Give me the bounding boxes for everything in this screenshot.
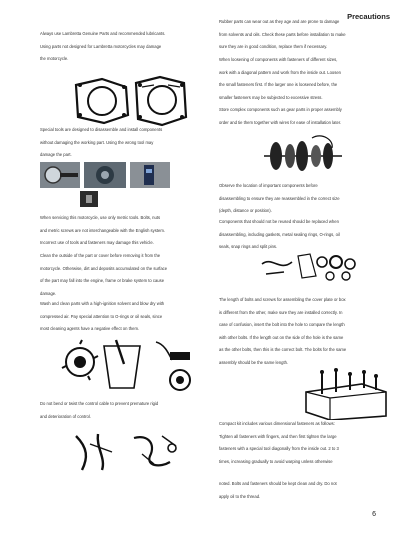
- text-line: from solvents and oils. Check these parts before installation to make: [219, 31, 346, 37]
- text-line: times, increasing gradually to avoid warping unless otherwise: [219, 458, 333, 464]
- paragraph-control-cable: [40, 398, 210, 423]
- text-line: Rubber parts can wear out as they age and are prone to damage: [219, 19, 340, 24]
- text-line: the motorcycle.: [40, 56, 69, 62]
- text-line: and metric screws are not interchangeable with the English system.: [40, 227, 165, 233]
- text-line: smaller fasteners may be subjected to excessive stress.: [219, 94, 323, 100]
- paragraph-bolt-length: [219, 294, 379, 370]
- paragraph-wash-parts: [40, 298, 210, 336]
- text-line: without damaging the working part. Using the wrong tool may: [40, 139, 154, 145]
- text-line: most cleaning agents have a negative effect on them.: [40, 326, 140, 332]
- text-line: with other bolts. If the length out on the side of the hole is the same: [219, 334, 344, 340]
- text-line: assembly should be the same length.: [219, 359, 289, 365]
- seals-rings-illustration: [258, 252, 358, 282]
- text-line: Special tools are designed to disassemble and install components: [40, 127, 163, 132]
- text-line: disassembling, including gaskets, metal sealing rings, O-rings, oil: [219, 231, 340, 237]
- text-line: The length of bolts and screws for assembling the cover plate or box: [219, 297, 346, 302]
- text-line: damage.: [40, 290, 57, 296]
- text-line: Using parts not designed for Lambretta motorcycles may damage: [40, 43, 162, 49]
- paragraph-rubber-parts: [219, 16, 379, 54]
- text-line: damage the part.: [40, 152, 72, 158]
- paragraph-special-tools: [40, 124, 210, 162]
- paragraph-loosening: [219, 54, 379, 104]
- paragraph-genuine-parts: [40, 28, 210, 66]
- text-line: noted. Bolts and fasteners should be kept clean and dry. Do not: [219, 481, 337, 486]
- text-line: Store complex components such as gear parts in proper assembly: [219, 107, 342, 112]
- text-line: compressed air. Pay special attention to O-rings or oil seals, since: [40, 313, 163, 319]
- text-line: Do not bend or twist the control cable to prevent premature rigid: [40, 401, 159, 406]
- text-line: Compact kit includes various dimensional fasteners as follows:: [219, 421, 335, 426]
- paragraph-metric-tools: [40, 212, 210, 250]
- text-line: apply oil to the thread.: [219, 493, 261, 499]
- text-line: seals, snap rings and split pins.: [219, 244, 278, 250]
- text-line: Tighten all fasteners with fingers, and then first tighten the large: [219, 433, 337, 439]
- text-line: (depth, distance or position).: [219, 208, 272, 214]
- text-line: order and tie them together with wires for ease of installation later.: [219, 119, 342, 125]
- text-line: the small fasteners first. If the larger one is loosened before, the: [219, 82, 338, 88]
- text-line: Observe the location of important components before: [219, 183, 318, 188]
- text-line: fasteners with a special tool diagonally from the inside out. 2 to 3: [219, 446, 339, 452]
- control-cable-illustration: [72, 428, 188, 472]
- text-line: Wash and clean parts with a high-ignition solvent and blow dry with: [40, 301, 165, 306]
- text-line: is different from the other, make sure they are installed correctly. In: [219, 309, 343, 315]
- text-line: and deterioration of control.: [40, 413, 91, 419]
- text-line: Always use Lambretta Genuine Parts and recommended lubricants.: [40, 31, 166, 36]
- text-line: case of confusion, insert the bolt into the hole to compare the length: [219, 322, 345, 328]
- gasket-illustration: [72, 75, 192, 127]
- bolt-box-illustration: [302, 368, 390, 420]
- paragraph-keep-clean: [219, 478, 379, 503]
- text-line: work with a diagonal pattern and work from the inside out. Loosen: [219, 69, 341, 75]
- text-line: disassembling to ensure they are reassembled in the correct size: [219, 195, 340, 201]
- paragraph-replace-components: [219, 216, 379, 254]
- text-line: sure they are in good condition, replace them if necessary.: [219, 44, 328, 50]
- text-line: When loosening of components with fasteners of different sizes,: [219, 57, 338, 62]
- text-line: motorcycle. Otherwise, dirt and deposits accumulated on the surface: [40, 265, 168, 271]
- paragraph-store-components: [219, 104, 379, 129]
- text-line: as the other bolts, then this is the correct bolt. The bolts for the same: [219, 347, 347, 353]
- paragraph-observe-location: [219, 180, 379, 218]
- text-line: When servicing this motorcycle, use only metric tools. Bolts, nuts: [40, 215, 161, 220]
- gear-assembly-illustration: [262, 134, 344, 178]
- text-line: Incorrect use of tools and fasteners may damage this vehicle.: [40, 240, 154, 246]
- special-tools-photos: [40, 160, 172, 210]
- paragraph-clean-outside: [40, 250, 210, 300]
- page-title: Precautions: [347, 12, 390, 21]
- text-line: Clean the outside of the part or cover before removing it from the: [40, 253, 161, 258]
- paragraph-compact-kit: [219, 418, 379, 468]
- washing-parts-illustration: [60, 338, 200, 394]
- text-line: of the part may fall into the engine, frame or brake system to cause: [40, 278, 165, 284]
- text-line: Components that should not be reused should be replaced when: [219, 219, 339, 224]
- page-number: 6: [372, 511, 376, 518]
